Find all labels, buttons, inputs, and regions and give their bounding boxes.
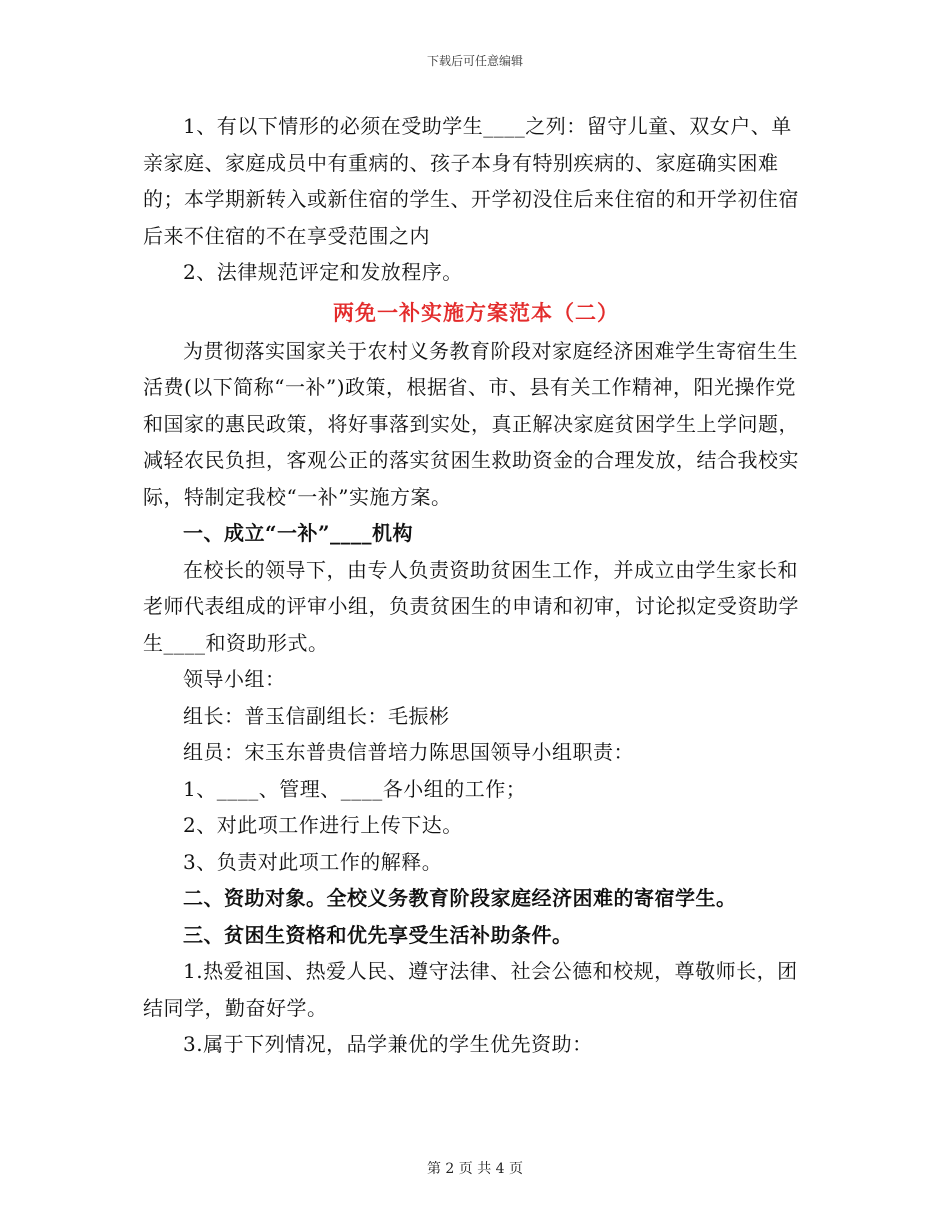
paragraph-7: 组员：宋玉东普贵信普培力陈思国领导小组职责： [183, 740, 634, 764]
page-header: 下载后可任意编辑 [426, 54, 523, 68]
paragraph-8: 1、____、管理、____各小组的工作； [183, 776, 527, 801]
paragraph-1: 1、有以下情形的必须在受助学生____之列：留守儿童、双女户、单亲家庭、家庭成员中有重病的、孩子本身有特别疾病的、家庭确实困难的；本学期新转入或新住宿的学生、开学初没住后来住宿的和开学初住宿后来不住宿的不在享受范围之内 [143, 114, 799, 248]
paragraph-9: 2、对此项工作进行上传下达。 [183, 813, 463, 837]
paragraph-2: 2、法律规范评定和发放程序。 [183, 260, 463, 284]
paragraph-4: 在校长的领导下，由专人负责资助贫困生工作，并成立由学生家长和老师代表组成的评审小组，负责贫困生的申请和初审，讨论拟定受资助学生____和资助形式。 [143, 557, 799, 655]
paragraph-11: 1.热爱祖国、热爱人民、遵守法律、社会公德和校规，尊敬师长，团结同学，勤奋好学。 [143, 959, 798, 1020]
heading-2: 二、资助对象。全校义务教育阶段家庭经济困难的寄宿学生。 [183, 886, 737, 910]
intro-paragraph: 为贯彻落实国家关于农村义务教育阶段对家庭经济困难学生寄宿生生活费(以下简称“一补”)政策，根据省、市、县有关工作精神，阳光操作党和国家的惠民政策，将好事落到实处，真正解决家庭贫困学生上学问题，减轻农民负担，客观公正的落实贫困生救助资金的合理发放，结合我校实际，特制定我校“一补”实施方案。 [143, 338, 799, 509]
paragraph-10: 3、负责对此项工作的解释。 [183, 849, 443, 874]
paragraph-6: 组长：普玉信副组长：毛振彬 [183, 703, 450, 728]
heading-1: 一、成立“一补”____机构 [183, 521, 414, 545]
section-title: 两免一补实施方案范本（二） [333, 299, 619, 325]
paragraph-5: 领导小组： [183, 667, 286, 691]
heading-3: 三、贫困生资格和优先享受生活补助条件。 [183, 922, 573, 947]
document-body [143, 108, 809, 1063]
page-footer: 第 2 页 共 4 页 [426, 1161, 524, 1177]
paragraph-12: 3.属于下列情况，品学兼优的学生优先资助： [183, 1032, 593, 1056]
